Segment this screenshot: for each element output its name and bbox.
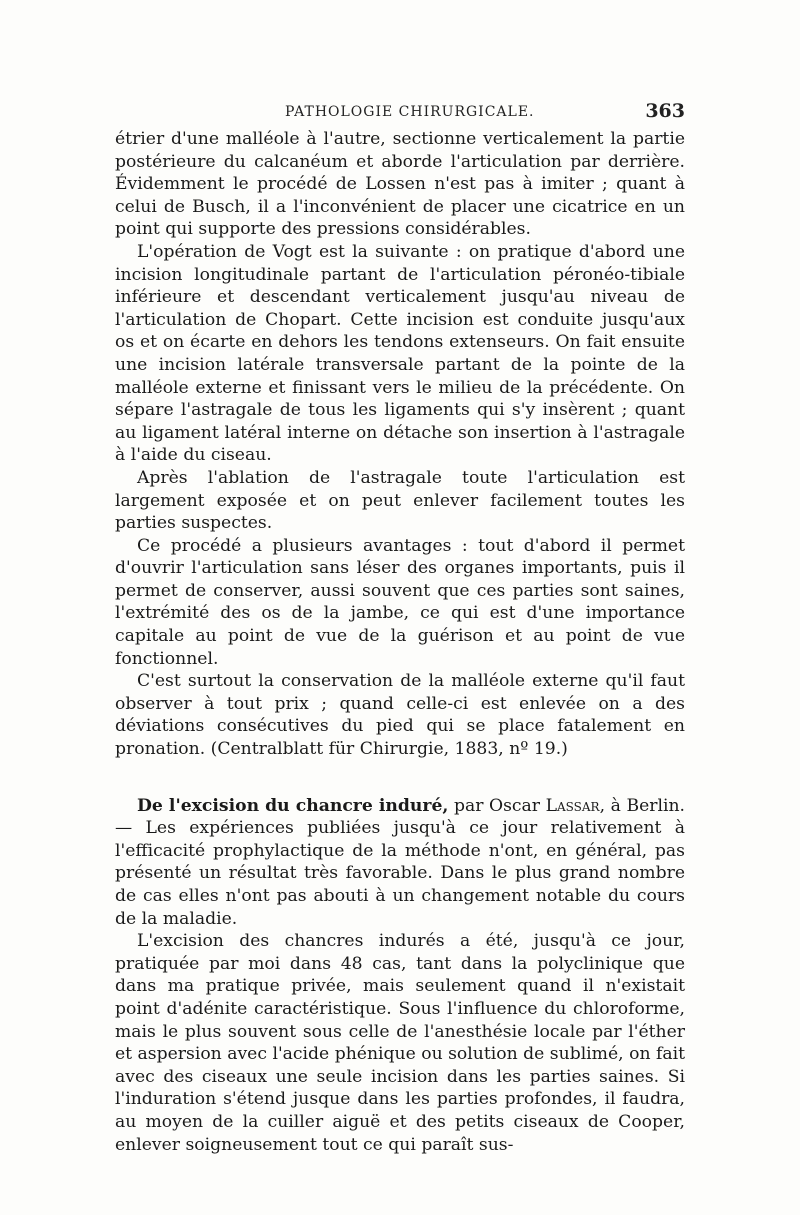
paragraph: L'opération de Vogt est la suivante : on pratique d'abord une incision longitudinale partant de l'articulation péronéo-tibiale inférieure et descendant verticalement jusqu'au niveau de l'articulation de Chopart. Cette incision est conduite jusqu'aux os et on écarte en dehors les tendons extenseurs. On fait ensuite une incision latérale transversale partant de la pointe de la malléole externe et finissant vers le milieu de la précédente. On sépare l'astragale de tous les ligaments qui s'y insèrent ; quant au ligament latéral interne on détache son insertion à l'astragale à l'aide du ciseau.	[115, 241, 685, 466]
paragraph: Après l'ablation de l'astragale toute l'articulation est largement exposée et on peut enlever facilement toutes les parties suspectes.	[115, 467, 685, 534]
page-number: 363	[645, 100, 685, 122]
article-author: Lassar	[545, 795, 600, 816]
article-title: De l'excision du chancre induré,	[137, 795, 449, 816]
article-lead-paragraph	[115, 795, 685, 931]
paragraph: L'excision des chancres indurés a été, jusqu'à ce jour, pratiquée par moi dans 48 cas, tant dans la polyclinique que dans ma pratique privée, mais seulement quand il n'existait point d'adénite caractéristique. Sous l'influence du chloroforme, mais le plus souvent sous celle de l'anesthésie locale par l'éther et aspersion avec l'acide phénique ou solution de sublimé, on fait avec des ciseaux une seule incision dans les parties saines. Si l'induration s'étend jusque dans les parties profondes, il faudra, au moyen de la cuiller aiguë et des petits ciseaux de Cooper, enlever soigneusement tout ce qui paraît sus-	[115, 931, 685, 1155]
body-text	[115, 128, 685, 1156]
paragraph: Ce procédé a plusieurs avantages : tout d'abord il permet d'ouvrir l'articulation sans léser des organes importants, puis il permet de conserver, aussi souvent que ces parties sont saines, l'extrémité des os de la jambe, ce qui est d'une importance capitale au point de vue de la guérison et au point de vue fonctionnel.	[115, 535, 685, 669]
article-lead-text: Les expériences publiées jusqu'à ce jour relativement à l'efficacité prophylactique de la méthode n'ont, en général, pas présenté un résultat très favorable. Dans le plus grand nombre de cas elles n'ont pas abouti à un changement notable du cours de la maladie.	[115, 818, 685, 929]
paragraph: C'est surtout la conservation de la malléole externe qu'il faut observer à tout prix ; quand celle-ci est enlevée on a des déviations consécutives du pied qui se place fatalement en pronation. (Centralblatt für Chirurgie, 1883, nº 19.)	[115, 671, 685, 760]
paragraph: étrier d'une malléole à l'autre, sectionne verticalement la partie postérieure du calcanéum et aborde l'articulation par derrière. Évidemment le procédé de Lossen n'est pas à imiter ; quant à celui de Busch, il a l'inconvénient de placer une cicatrice en un point qui supporte des pressions considérables.	[115, 129, 685, 240]
running-head	[135, 100, 685, 124]
running-title: PATHOLOGIE CHIRURGICALE.	[285, 104, 535, 120]
article-place: , à Berlin. —	[115, 795, 685, 839]
section-gap	[115, 761, 685, 795]
article-by: par Oscar	[448, 795, 546, 816]
